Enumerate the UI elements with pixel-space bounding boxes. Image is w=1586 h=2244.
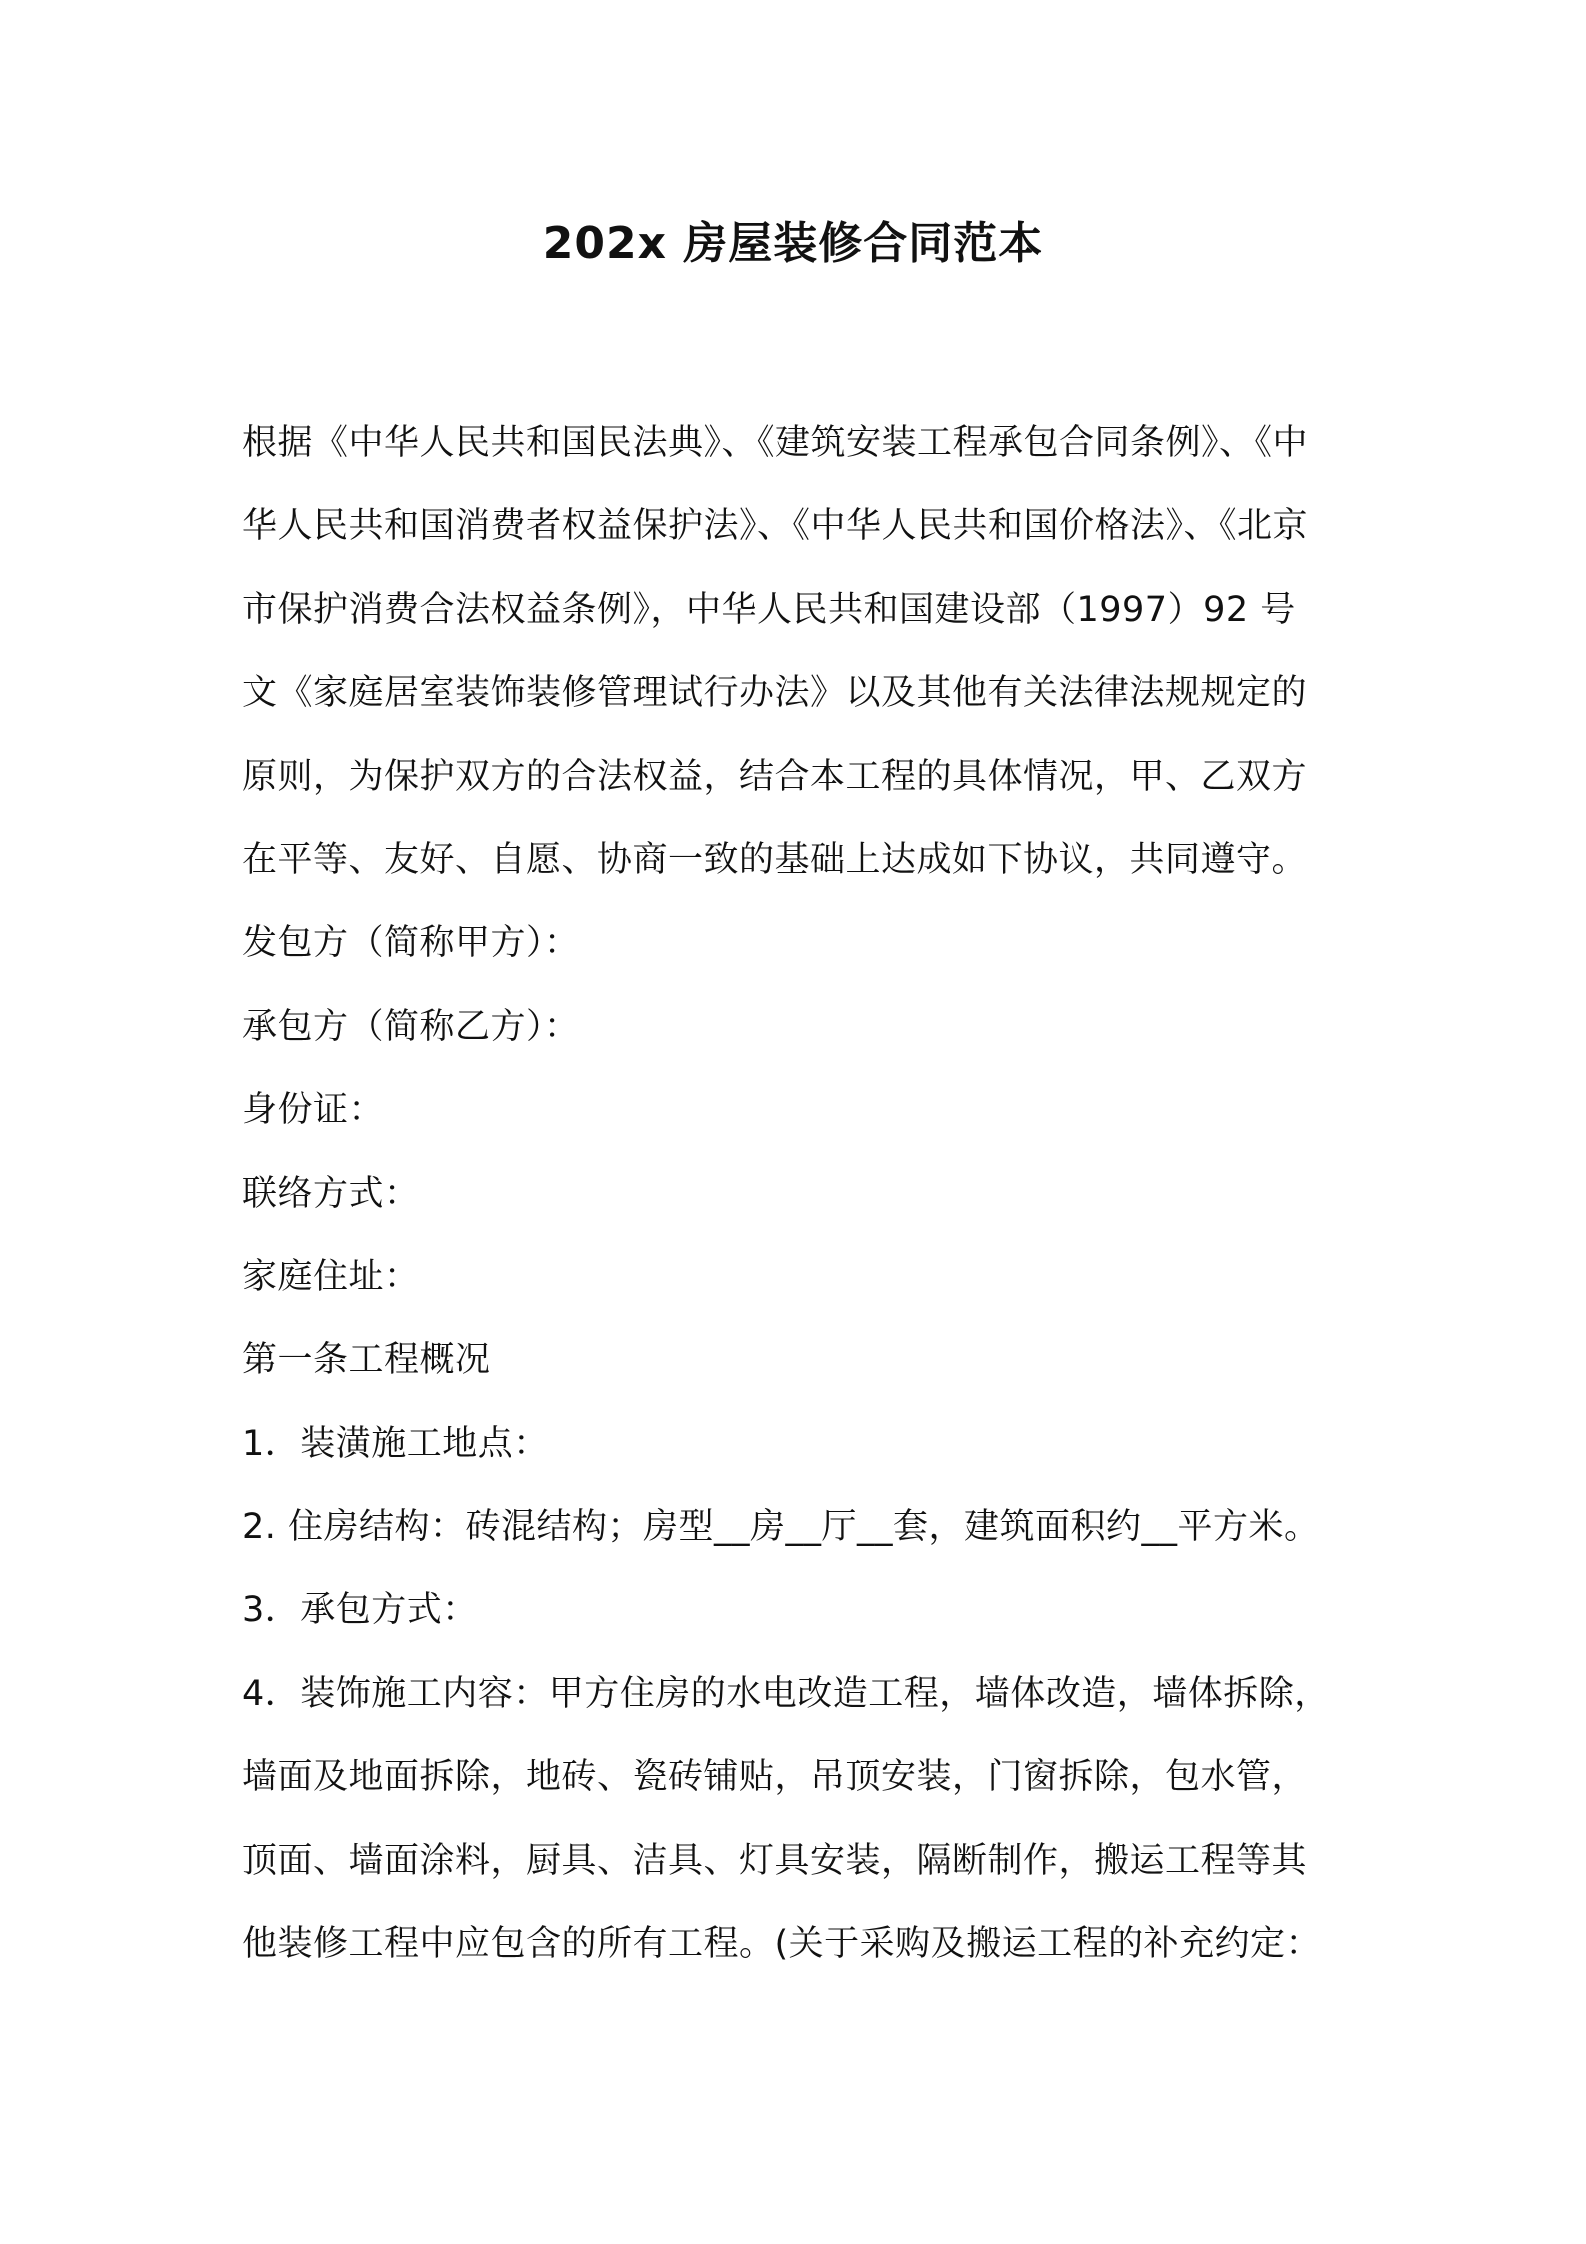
party-a-line: 发包方（简称甲方）： — [242, 923, 580, 964]
party-b-line: 承包方（简称乙方）： — [242, 1006, 580, 1047]
id-card-line: 身份证： — [242, 1090, 385, 1131]
paragraph-line: 文《家庭居室装饰装修管理试行办法》以及其他有关法律法规规定的 — [242, 673, 1308, 714]
paragraph-line: 市保护消费合法权益条例》，中华人民共和国建设部（1997）92 号 — [242, 589, 1296, 630]
clause-item: 3．承包方式： — [242, 1590, 478, 1631]
paragraph-line: 华人民共和国消费者权益保护法》、《中华人民共和国价格法》、《北京 — [242, 506, 1309, 547]
paragraph-line: 根据《中华人民共和国民法典》、《建筑安装工程承包合同条例》、《中 — [242, 423, 1309, 463]
section-heading: 第一条工程概况 — [242, 1340, 491, 1381]
clause-item-continuation: 墙面及地面拆除，地砖、瓷砖铺贴，吊顶安装，门窗拆除，包水管， — [242, 1757, 1308, 1798]
clause-item-continuation: 顶面、墙面涂料，厨具、洁具、灯具安装，隔断制作，搬运工程等其 — [242, 1840, 1308, 1881]
home-address-line: 家庭住址： — [242, 1256, 420, 1297]
document-body — [242, 402, 1350, 1986]
document-title: 202x 房屋装修合同范本 — [542, 218, 1044, 269]
clause-item: 2. 住房结构：砖混结构；房型__房__厅__套，建筑面积约__平方米。 — [242, 1507, 1320, 1548]
clause-item: 1．装潢施工地点： — [242, 1423, 549, 1464]
clause-item-continuation: 他装修工程中应包含的所有工程。(关于采购及搬运工程的补充约定： — [242, 1924, 1322, 1965]
clause-item: 4．装饰施工内容：甲方住房的水电改造工程，墙体改造，墙体拆除， — [242, 1673, 1330, 1714]
paragraph-line: 在平等、友好、自愿、协商一致的基础上达成如下协议，共同遵守。 — [242, 839, 1308, 880]
contact-line: 联络方式： — [242, 1173, 420, 1214]
paragraph-line: 原则，为保护双方的合法权益，结合本工程的具体情况，甲、乙双方 — [242, 756, 1308, 797]
